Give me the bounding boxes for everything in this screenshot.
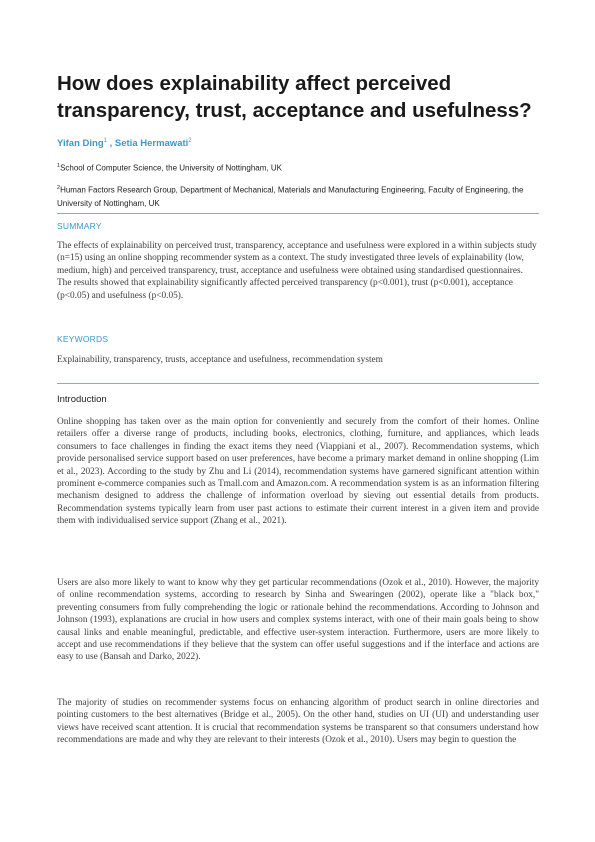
- keywords-heading: KEYWORDS: [57, 334, 109, 344]
- affiliation-text: School of Computer Science, the University of Nottingham, UK: [60, 163, 282, 173]
- section-divider: [57, 383, 539, 384]
- author-separator: ,: [106, 138, 115, 150]
- body-paragraph: Users are also more likely to want to know why they get particular recommendations (Ozok et al., 2010). However, the majority of online recommendation systems, according to research by Sinha and Swearingen (2002), operate like a "black box," preventing consumers from fully comprehending the logic or rationale behind the recommendations. According to Johnson and Johnson (1993), explanations are crucial in how users and complex systems interact, with one of their main goals being to show causal links and enable meaningful, predictable, and effective user-system interaction. Furthermore, users are more likely to accept and use recommendations if they believe that the system can offer useful suggestions and if the interface and actions are easy to use (Bansah and Darko, 2022).: [57, 578, 539, 663]
- author-name: Yifan Ding: [57, 138, 104, 150]
- section-divider: [57, 213, 539, 214]
- body-paragraph: The majority of studies on recommender systems focus on enhancing algorithm of product search in online directories and pointing customers to the best alternatives (Bridge et al., 2005). On the other hand, studies on UI (UI) and understanding user views have received scant attention. It is crucial that recommendation systems be transparent so that consumers understand how recommendations are made and why they are relevant to their interests (Ozok et al., 2010). Users may begin to question the: [57, 698, 539, 746]
- affiliation-mark: 2: [57, 185, 61, 191]
- author-name: Setia Hermawati: [114, 138, 189, 150]
- author-affiliation-mark: 1: [103, 138, 107, 144]
- body-paragraph: Online shopping has taken over as the main option for conveniently and securely from the comfort of their homes. Online retailers offer a diverse range of products, including books, electronics, clothing, furniture, and appliances, which leads consumers to face challenges in finding the exact items they need (Viappiani et al., 2007). Recommendation systems, which provide personalised service support based on user preferences, have become a primary market demand in online shopping (Lim et al., 2023). According to the study by Zhu and Li (2014), recommendation systems have garnered significant attention within prominent e-commerce companies such as Tmall.com and Amazon.com. A recommendation system is as an information filtering mechanism designed to address the challenge of information overload by sieving out essential details from products. Recommendation systems typically learn from user past actions to estimate their current interest in a given item and provide them with individualised service support (Zhang et al., 2021).: [57, 417, 539, 527]
- keywords-text: Explainability, transparency, trusts, acceptance and usefulness, recommendation system: [57, 355, 383, 365]
- summary-text: The effects of explainability on perceived trust, transparency, acceptance and usefulness were explored in a within subjects study (n=15) using an online shopping recommender system as a context. The study investigated three levels of explainability (low, medium, high) and perceived transparency, trust, acceptance and usefulness were obtained using standardised questionnaires. The results showed that explainability significantly affected perceived transparency (p<0.001), trust (p<0.001), acceptance (p<0.05) and usefulness (p<0.05).: [57, 241, 537, 301]
- affiliation-mark: 1: [57, 163, 61, 169]
- summary-heading: SUMMARY: [57, 221, 102, 231]
- author-list: [57, 138, 192, 149]
- affiliation: [57, 182, 527, 210]
- paper-title: How does explainability affect perceived transparency, trust, acceptance and usefulness?: [57, 72, 532, 122]
- introduction-heading: Introduction: [57, 394, 107, 405]
- affiliation: [57, 160, 539, 175]
- affiliation-text: Human Factors Research Group, Department of Mechanical, Materials and Manufacturing Engineering, Faculty of Engineering, the University of Nottingham, UK: [57, 185, 524, 208]
- author-affiliation-mark: 2: [188, 138, 192, 144]
